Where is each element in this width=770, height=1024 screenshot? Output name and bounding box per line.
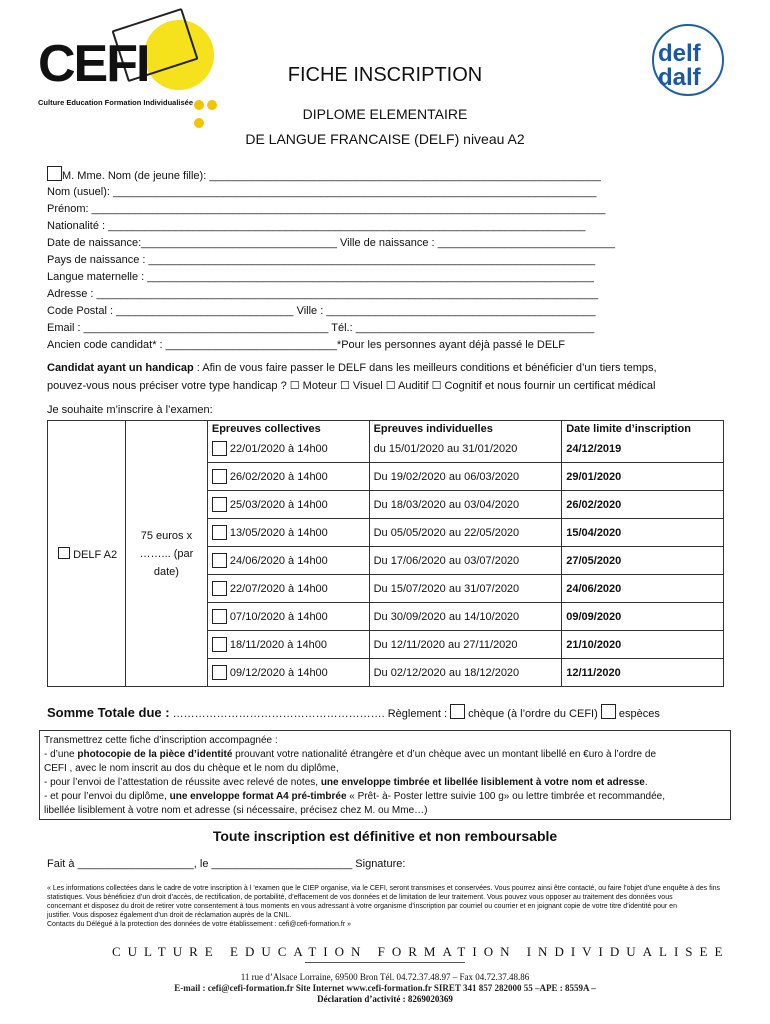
individual-dates: Du 18/03/2020 au 03/04/2020 [373, 498, 520, 511]
checkbox-m[interactable] [47, 166, 62, 181]
somme-label: Somme Totale due : [47, 705, 170, 720]
delf-logo-text: delf [658, 40, 701, 67]
handicap-text-1: : Afin de vous faire passer le DELF dans les meilleurs conditions et bénéficier d’un tiers temps, [193, 362, 657, 374]
signature-line[interactable]: Fait à ___________________, le _______________________ Signature: [47, 858, 406, 870]
price-text: 75 euros x ……... (par date) [139, 529, 194, 578]
transmettre-l1: Transmettrez cette fiche d’inscription accompagnée : [44, 735, 278, 746]
session-checkbox[interactable] [212, 525, 227, 540]
deadline-date: 24/12/2019 [566, 442, 622, 455]
ancien-code-field[interactable]: Ancien code candidat* : ____________________________*Pour les personnes ayant déjà passé le DELF [47, 339, 566, 351]
delf-a2-label: DELF A2 [73, 548, 118, 561]
souhaite-text: Je souhaite m’inscrire à l’examen: [47, 404, 213, 416]
header-date-limite: Date limite d’inscription [566, 423, 691, 435]
session-checkbox[interactable] [212, 469, 227, 484]
definitive-notice: Toute inscription est définitive et non remboursable [212, 828, 558, 844]
especes-checkbox[interactable] [601, 704, 616, 719]
deadline-date: 21/10/2020 [566, 638, 622, 651]
transmettre-box [39, 730, 731, 820]
civility-line [47, 166, 601, 182]
nationalite-field[interactable]: Nationalité : ______________________________________________________________________________ [47, 220, 586, 232]
individual-dates: Du 15/07/2020 au 31/07/2020 [373, 582, 520, 595]
cheque-checkbox[interactable] [450, 704, 465, 719]
footer-banner: CULTURE EDUCATION FORMATION INDIVIDUALISEE [112, 944, 730, 959]
individual-dates: du 15/01/2020 au 31/01/2020 [373, 442, 518, 455]
subtitle-1: DIPLOME ELEMENTAIRE [302, 106, 468, 122]
collective-date: 18/11/2020 à 14h00 [229, 638, 327, 651]
footer-declaration: Déclaration d’activité : 8269020369 [317, 994, 453, 1004]
deadline-date: 09/09/2020 [566, 610, 622, 623]
header-individuelles: Epreuves individuelles [373, 423, 493, 435]
transmettre-l2: - d’une photocopie de la pièce d’identité prouvant votre nationalité étrangère et d’un chèque avec un montant libellé en €uro à l’ordre de [44, 749, 657, 760]
legal-notice: « Les informations collectées dans le cadre de votre inscription à l ’examen que le CIEP organise, via le CEFI, seront transmises et conservées. Vous pourrez ainsi être contacté, ou faire l’objet d’une enquête à des fins statistiques. Vous bénéficiez d’un droit d’accès, de rectification, de portabilité, d’effacement de vos données et de limitation de leur traitement. Vous pouvez vous opposer au traitement des données vous concernant et disposez du droit de retirer votre consentement à tous moments en vous adressant à votre organisme d’inscription par courriel ou courrier et en joignant copie de votre titre d’identité pour en justifier. Vous disposez également d’un droit de réclamation auprès de la CNIL. Contacts du Délégué à la protection des données de votre établissement : cefi@cefi-formation.fr » [47, 885, 721, 928]
session-checkbox[interactable] [212, 581, 227, 596]
individual-dates: Du 17/06/2020 au 03/07/2020 [373, 554, 520, 567]
cheque-label: chèque (à l’ordre du CEFI) [465, 708, 601, 720]
session-checkbox[interactable] [212, 553, 227, 568]
footer-contact: E-mail : cefi@cefi-formation.fr Site Internet www.cefi-formation.fr SIRET 341 857 282000 55 –APE : 8559A – [174, 983, 596, 993]
pays-naissance-field[interactable]: Pays de naissance : _________________________________________________________________________ [47, 254, 596, 266]
subtitle-2: DE LANGUE FRANCAISE (DELF) niveau A2 [245, 131, 525, 147]
collective-date: 25/03/2020 à 14h00 [229, 498, 328, 511]
collective-date: 07/10/2020 à 14h00 [229, 610, 328, 623]
table-row [48, 421, 724, 463]
cefi-logo-word: CEFI [38, 35, 149, 93]
cefi-logo-tagline: Culture Education Formation Individualisée [38, 98, 194, 107]
somme-dots: …………………………………………………. Règlement : [169, 708, 451, 720]
individual-dates: Du 05/05/2020 au 22/05/2020 [373, 526, 520, 539]
transmettre-l6: libellée lisiblement à votre nom et adresse (si nécessaire, précisez chez M. ou Mme…) [44, 805, 428, 816]
prenom-field[interactable]: Prénom: ____________________________________________________________________________________ [47, 203, 606, 215]
deadline-date: 15/04/2020 [566, 526, 622, 539]
delf-a2-checkbox[interactable] [58, 547, 70, 559]
adresse-field[interactable]: Adresse : __________________________________________________________________________________ [47, 288, 599, 300]
individual-dates: Du 12/11/2020 au 27/11/2020 [373, 638, 518, 651]
especes-label: espèces [615, 708, 660, 720]
nom-usuel-field[interactable]: Nom (usuel): _______________________________________________________________________________ [47, 186, 597, 198]
collective-date: 26/02/2020 à 14h00 [229, 470, 328, 483]
dalf-logo-text: dalf [658, 64, 701, 91]
session-checkbox[interactable] [212, 441, 227, 456]
transmettre-l4: - pour l’envoi de l’attestation de réussite avec relevé de notes, une enveloppe timbrée et libellée lisiblement à votre nom et adresse. [44, 777, 648, 788]
exam-table [47, 420, 724, 687]
handicap-line-1 [47, 362, 657, 374]
transmettre-l3: CEFI , avec le nom inscrit au dos du chèque et le nom du diplôme, [44, 763, 339, 774]
individual-dates: Du 19/02/2020 au 06/03/2020 [373, 470, 520, 483]
code-postal-field[interactable]: Code Postal : _____________________________ Ville : ____________________________________________ [47, 305, 596, 317]
footer-address: 11 rue d’Alsace Lorraine, 69500 Bron Tél. 04.72.37.48.97 – Fax 04.72.37.48.86 [240, 972, 530, 982]
deadline-date: 29/01/2020 [566, 470, 622, 483]
header-collectives: Epreuves collectives [211, 423, 321, 435]
langue-field[interactable]: Langue maternelle : _________________________________________________________________________ [47, 271, 594, 283]
collective-date: 22/01/2020 à 14h00 [229, 442, 328, 455]
individual-dates: Du 02/12/2020 au 18/12/2020 [373, 666, 520, 679]
civility-label: M. Mme. Nom (de jeune fille): ________________________________________________________________ [62, 170, 601, 182]
delf-a2-option[interactable] [48, 547, 125, 561]
collective-date: 13/05/2020 à 14h00 [229, 526, 328, 539]
session-checkbox[interactable] [212, 497, 227, 512]
email-field[interactable]: Email : ________________________________________ Tél.: _______________________________________ [47, 322, 595, 334]
collective-date: 22/07/2020 à 14h00 [229, 582, 328, 595]
session-checkbox[interactable] [212, 665, 227, 680]
session-checkbox[interactable] [212, 637, 227, 652]
deadline-date: 27/05/2020 [566, 554, 622, 567]
transmettre-l5: - et pour l’envoi du diplôme, une enveloppe format A4 pré-timbrée « Prêt- à- Poster lettre suivie 100 g» ou lettre timbrée et recommandée, [44, 791, 666, 802]
handicap-line-2: pouvez-vous nous préciser votre type handicap ? ☐ Moteur ☐ Visuel ☐ Auditif ☐ Cognitif et nous fournir un certificat médical [47, 380, 656, 392]
somme-line [47, 704, 660, 720]
date-naissance-field[interactable]: Date de naissance:________________________________ Ville de naissance : _____________________________ [47, 237, 616, 249]
individual-dates: Du 30/09/2020 au 14/10/2020 [373, 610, 520, 623]
delf-dalf-logo [642, 24, 732, 100]
deadline-date: 26/02/2020 [566, 498, 622, 511]
deadline-date: 24/06/2020 [566, 582, 622, 595]
collective-date: 24/06/2020 à 14h00 [229, 554, 328, 567]
collective-date: 09/12/2020 à 14h00 [229, 666, 328, 679]
session-checkbox[interactable] [212, 609, 227, 624]
footer-divider [305, 962, 465, 963]
page-title: FICHE INSCRIPTION [287, 64, 483, 86]
deadline-date: 12/11/2020 [566, 666, 621, 679]
handicap-bold: Candidat ayant un handicap [47, 362, 194, 374]
